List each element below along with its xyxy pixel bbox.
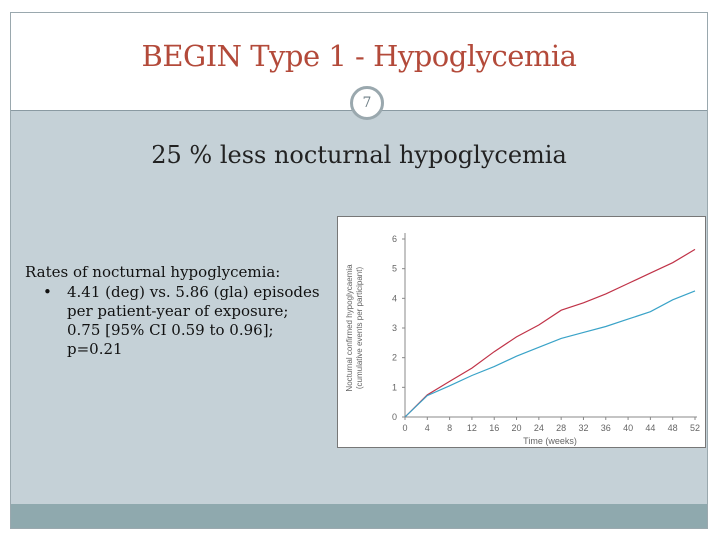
x-tick-label: 52 xyxy=(689,423,701,433)
x-tick-label: 44 xyxy=(645,423,656,433)
y-axis-label-line1: Nocturnal confirmed hypoglycaemia xyxy=(345,264,354,392)
x-tick-label: 40 xyxy=(623,423,634,433)
series-line-0 xyxy=(405,249,695,417)
x-tick-label: 12 xyxy=(466,423,477,433)
x-tick-label: 0 xyxy=(402,423,408,433)
x-tick-label: 16 xyxy=(489,423,500,433)
x-tick-label: 48 xyxy=(667,423,678,433)
x-tick-label: 20 xyxy=(511,423,522,433)
x-tick-label: 8 xyxy=(447,423,453,433)
y-tick-label: 2 xyxy=(391,352,397,363)
x-axis-label: Time (weeks) xyxy=(523,436,577,446)
body-text xyxy=(25,263,325,359)
y-tick-label: 4 xyxy=(391,293,397,304)
y-tick-label: 1 xyxy=(391,382,397,393)
bullet-item xyxy=(25,283,325,359)
chart-image xyxy=(337,216,706,448)
y-tick-label: 0 xyxy=(391,412,397,422)
y-tick-label: 6 xyxy=(391,234,397,244)
slide-title: BEGIN Type 1 - Hypoglycemia xyxy=(141,39,577,73)
x-tick-label: 24 xyxy=(533,423,544,433)
y-tick-label: 5 xyxy=(391,263,397,274)
bullet-text: 4.41 (deg) vs. 5.86 (gla) episodes per patient-year of exposure; 0.75 [95% CI 0.59 to 0.96]; p=0.21 xyxy=(67,283,320,358)
body-lead: Rates of nocturnal hypoglycemia: xyxy=(25,263,281,281)
y-axis-label-line2: (cumulative events per participant) xyxy=(355,266,364,390)
x-tick-label: 32 xyxy=(578,423,589,433)
slide-frame xyxy=(10,12,708,529)
x-tick-label: 28 xyxy=(556,423,567,433)
line-chart xyxy=(338,217,705,447)
y-tick-label: 3 xyxy=(391,323,397,333)
bottom-bar xyxy=(11,504,707,528)
x-tick-label: 4 xyxy=(424,423,430,433)
slide-number-badge: 7 xyxy=(350,86,384,120)
x-tick-label: 36 xyxy=(600,423,611,433)
bullet-marker: • xyxy=(43,283,52,301)
series-line-1 xyxy=(405,291,695,417)
slide-subtitle: 25 % less nocturnal hypoglycemia xyxy=(151,141,567,169)
